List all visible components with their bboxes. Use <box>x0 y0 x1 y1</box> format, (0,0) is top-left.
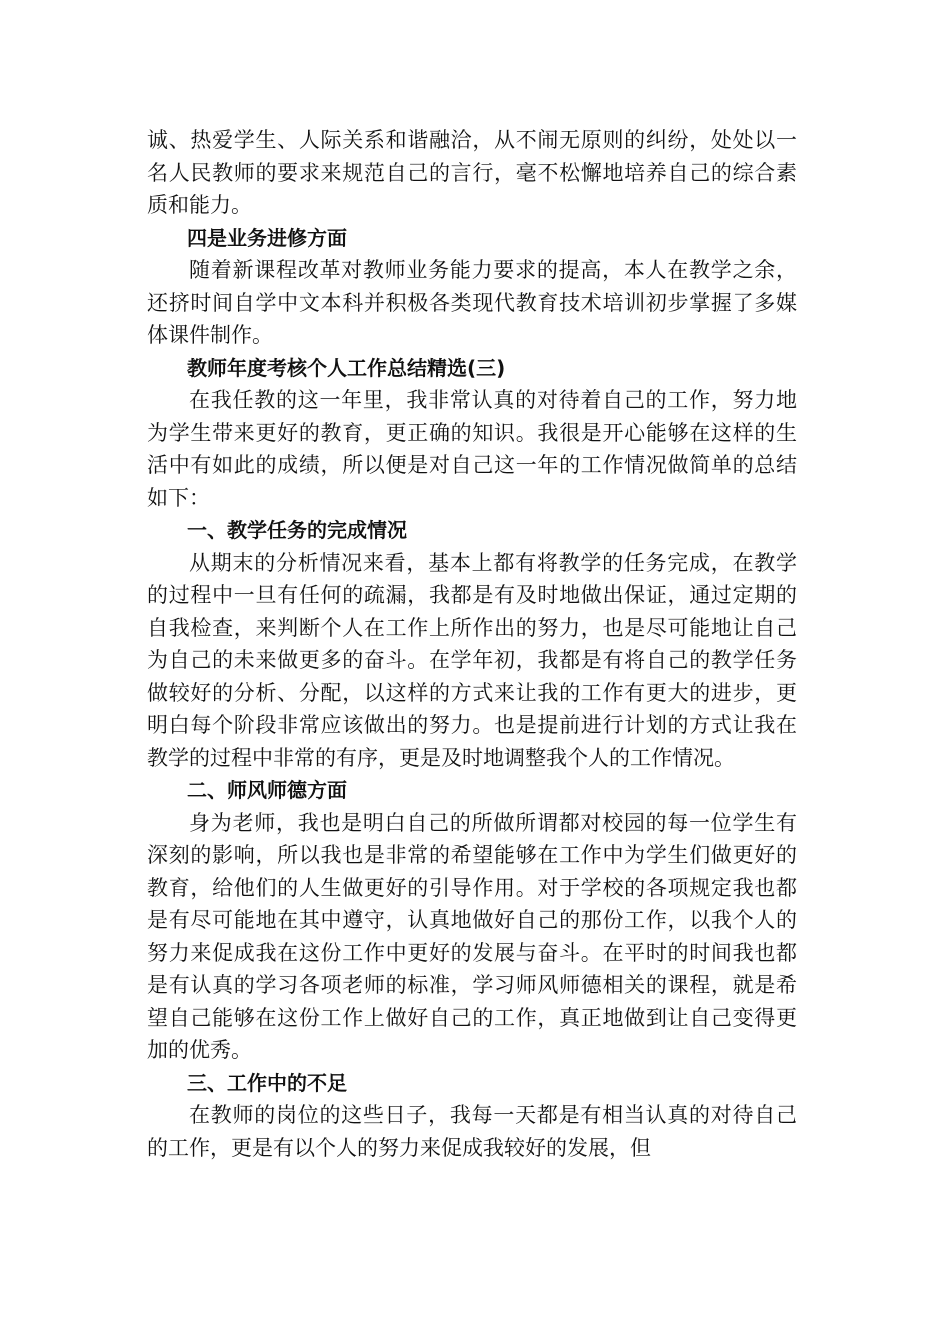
section-heading-ethics: 二、师风师德方面 <box>187 778 347 802</box>
paragraph: 身为老师，我也是明白自己的所做所谓都对校园的每一位学生有深刻的影响，所以我也是非常的希望能够在工作中为学生们做更好的教育，给他们的人生做更好的引导作用。对于学校的各项规定我也都是有尽可能地在其中遵守，认真地做好自己的那份工作，以我个人的努力来促成我在这份工作中更好的发展与奋斗。在平时的时间我也都是有认真的学习各项老师的标准，学习师风师德相关的课程，就是希望自己能够在这份工作上做好自己的工作，真正地做到让自己变得更加的优秀。 <box>147 810 797 1062</box>
document-page <box>147 124 797 1164</box>
section-heading-business-study: 四是业务进修方面 <box>187 225 347 250</box>
paragraph-continued: 诚、热爱学生、人际关系和谐融洽，从不闹无原则的纠纷，处处以一名人民教师的要求来规范自己的言行，毫不松懈地培养自己的综合素质和能力。 <box>147 128 797 217</box>
article-title-three: 教师年度考核个人工作总结精选(三) <box>187 355 506 380</box>
paragraph: 在我任教的这一年里，我非常认真的对待着自己的工作，努力地为学生带来更好的教育，更正确的知识。我很是开心能够在这样的生活中有如此的成绩，所以便是对自己这一年的工作情况做简单的总结如下： <box>147 388 797 510</box>
paragraph: 在教师的岗位的这些日子，我每一天都是有相当认真的对待自己的工作，更是有以个人的努力来促成我较好的发展，但 <box>147 1103 797 1160</box>
paragraph: 从期末的分析情况来看，基本上都有将教学的任务完成，在教学的过程中一旦有任何的疏漏，我都是有及时地做出保证，通过定期的自我检查，来判断个人在工作上所作出的努力，也是尽可能地让自己为自己的未来做更多的奋斗。在学年初，我都是有将自己的教学任务做较好的分析、分配，以这样的方式来让我的工作有更大的进步，更明白每个阶段非常应该做出的努力。也是提前进行计划的方式让我在教学的过程中非常的有序，更是及时地调整我个人的工作情况。 <box>147 550 797 770</box>
section-heading-shortcomings: 三、工作中的不足 <box>187 1070 347 1095</box>
section-heading-teaching-tasks: 一、教学任务的完成情况 <box>187 518 407 542</box>
paragraph: 随着新课程改革对教师业务能力要求的提高，本人在教学之余，还挤时间自学中文本科并积极各类现代教育技术培训初步掌握了多媒体课件制作。 <box>147 258 797 347</box>
